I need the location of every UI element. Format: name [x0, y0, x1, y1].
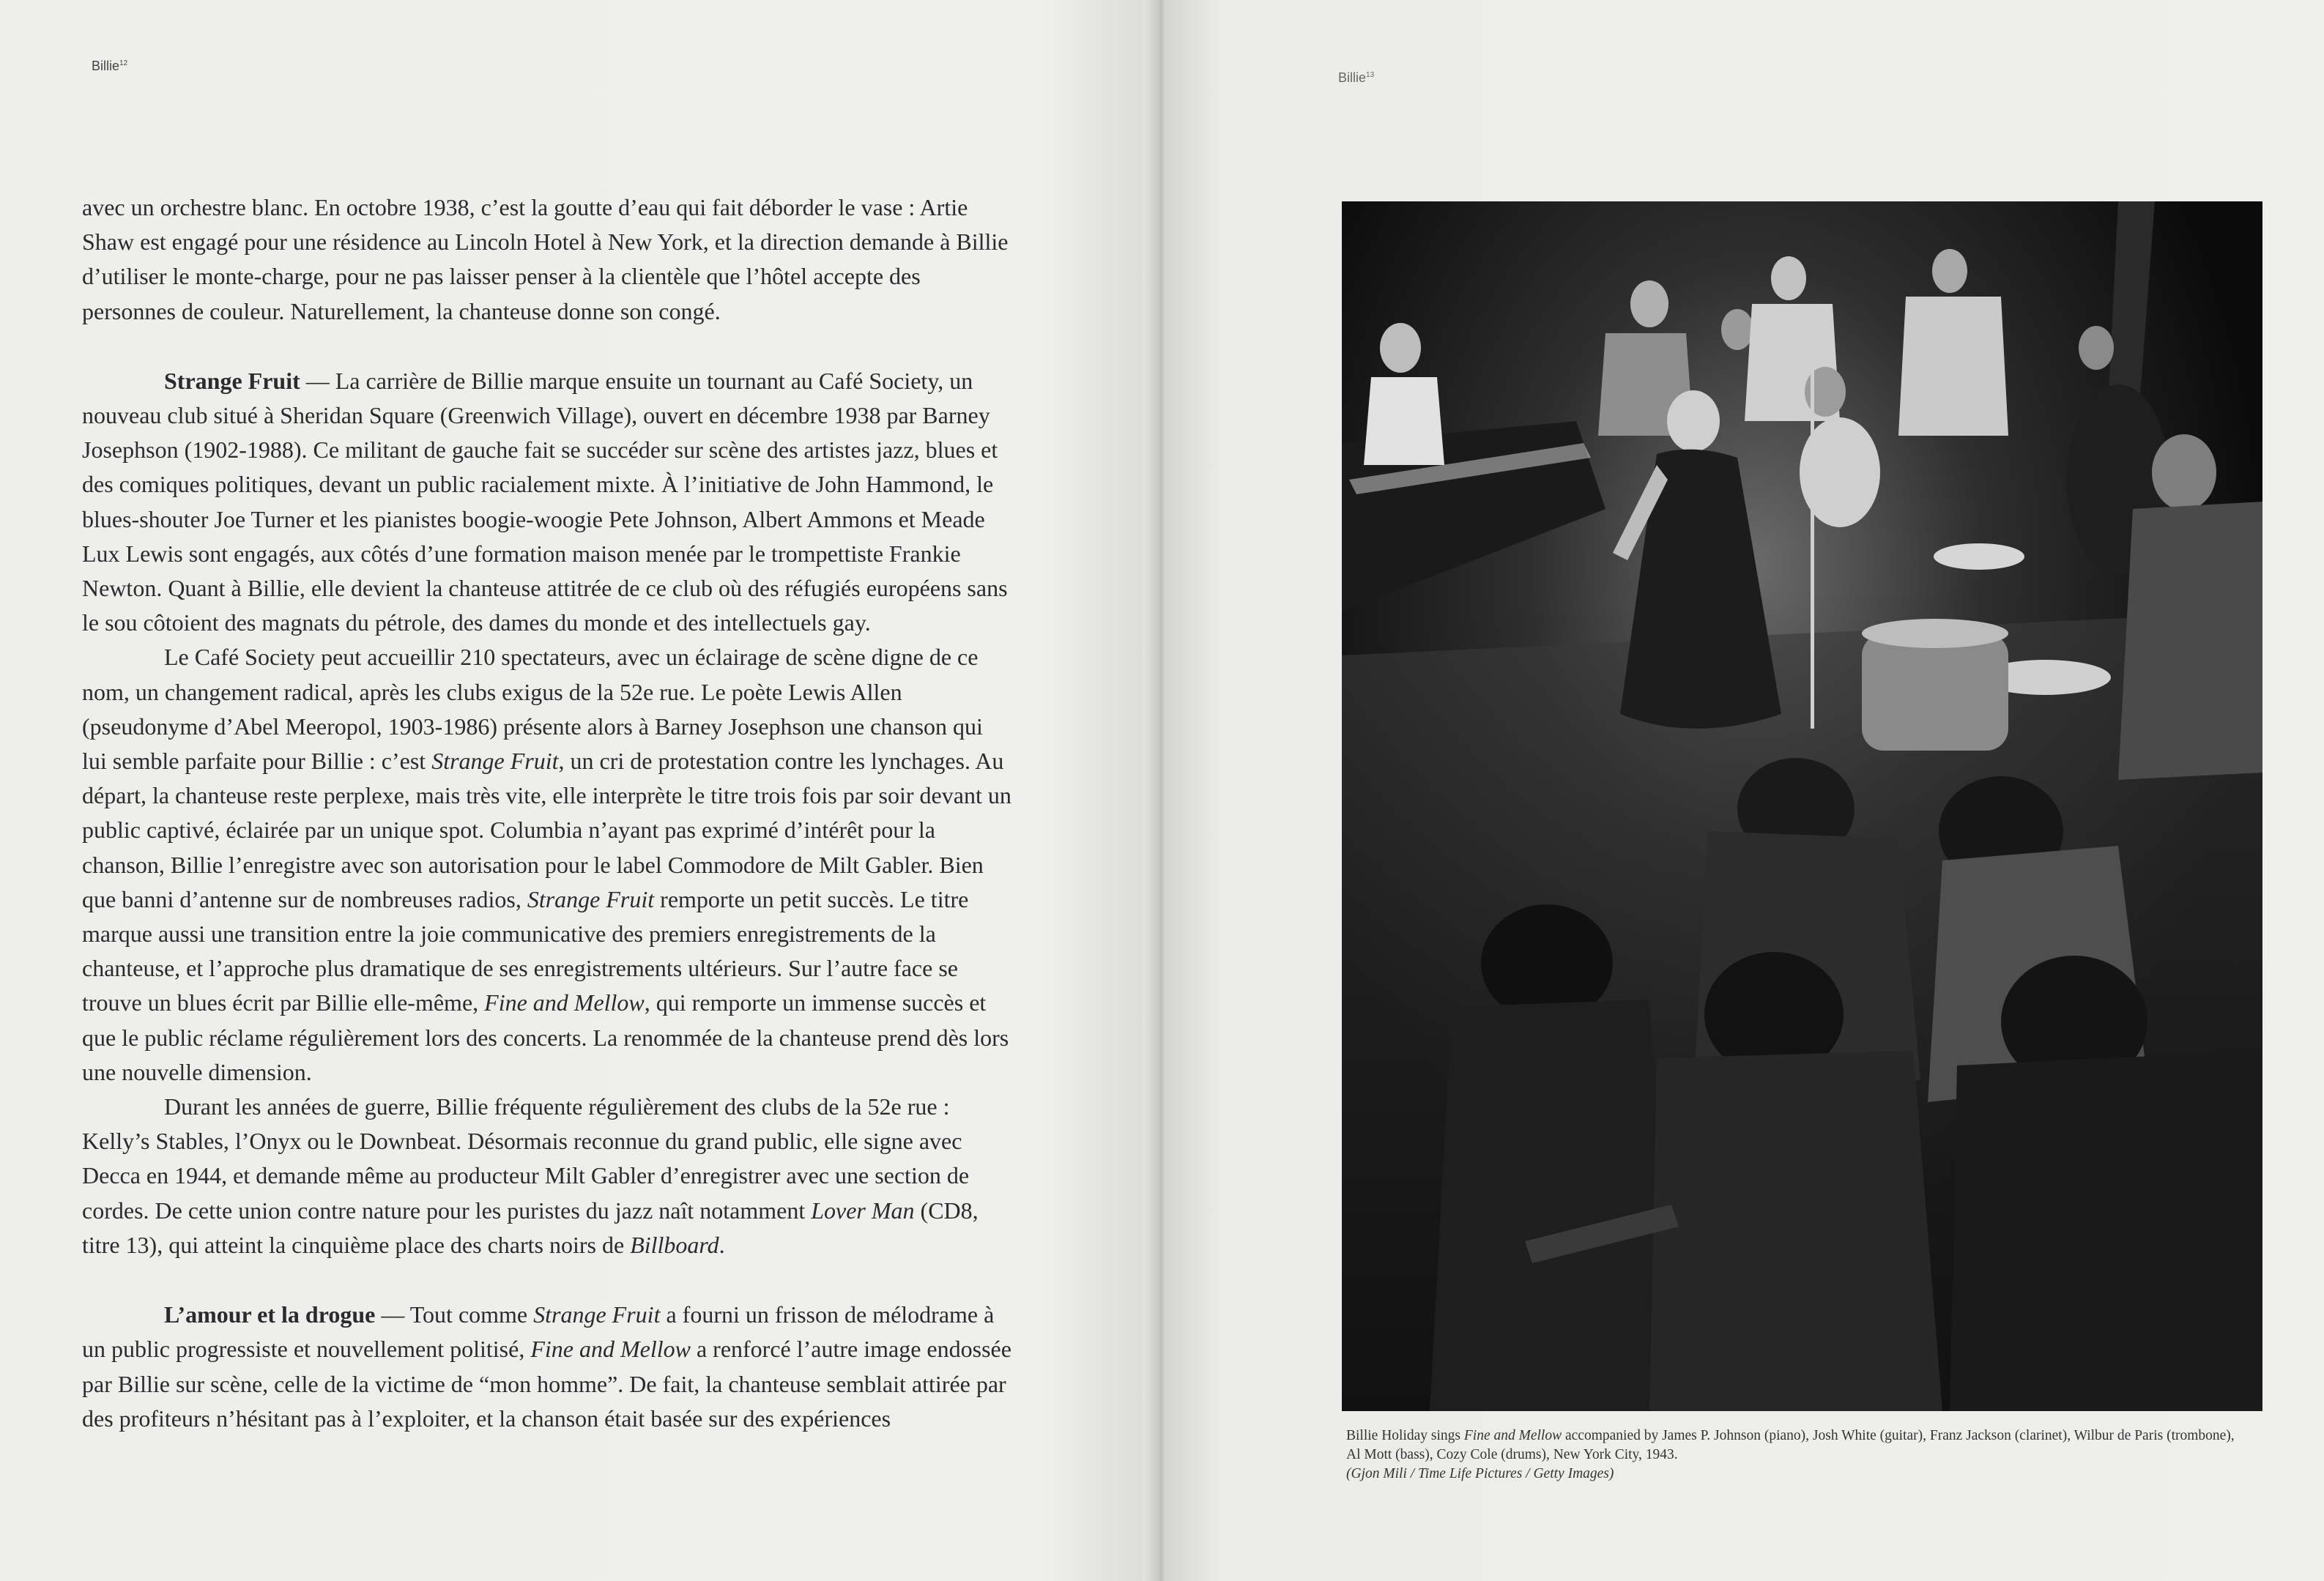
text-run: Durant les années de guerre, Billie fréquente régulièrement des clubs de la 52e rue : Kelly’s Stables, l’Onyx ou le Downbeat. Désormais reconnue du grand public, elle signe avec Decca en 1944, et demande même au producteur Milt Gabler d’enregistrer avec une section de cordes. De cette union contre nature pour les puristes du jazz naît notamment — [82, 1093, 970, 1224]
text-run: , qui remporte un immense succès et que le public réclame régulièrement lors des concerts. La renommée de la chanteuse prend dès lors une nouvelle dimension. — [82, 989, 1009, 1085]
section-heading: Strange Fruit — [164, 367, 300, 394]
em-dash: — — [375, 1301, 410, 1328]
text-run: a renforcé l’autre image endossée par Billie sur scène, celle de la victime de “mon homme”. De fait, la chanteuse semblait attirée par des profiteurs n’hésitant pas à l’exploiter, et la chanson était basée sur des expériences — [82, 1336, 1011, 1432]
photo-credit: (Gjon Mili / Time Life Pictures / Getty Images) — [1346, 1466, 1614, 1481]
italic-title: Strange Fruit — [527, 885, 655, 912]
photograph-image — [1342, 201, 2262, 1411]
section-heading: L’amour et la drogue — [164, 1301, 376, 1328]
text-run: Le Café Society peut accueillir 210 spectateurs, avec un éclairage de scène digne de ce nom, un changement radical, après les clubs exigus de la 52e rue. Le poète Lewis Allen (pseudonyme d’Abel Meeropol, 1903-1986) présente alors à Barney Josephson une chanson qui lui semble parfaite pour Billie : c’est — [82, 644, 983, 775]
left-folio — [92, 59, 127, 74]
folio-title: Billie — [92, 59, 120, 73]
folio-number: 13 — [1366, 71, 1375, 79]
text-run: (CD8, titre 13), qui atteint la cinquième place des charts noirs de — [82, 1197, 979, 1258]
italic-title: Strange Fruit — [533, 1301, 661, 1328]
em-dash: — — [300, 367, 335, 394]
caption-text — [1346, 1426, 2247, 1465]
text-run: Tout comme — [409, 1301, 534, 1328]
paragraph — [82, 190, 1012, 329]
text-run: remporte un petit succès. Le titre marque aussi une transition entre la joie communicative des premiers enregistrements de la chanteuse, et l’approche plus dramatique de ses enregistrements ultérieurs. Sur l’autre face se trouve un blues écrit par Billie elle-même, — [82, 885, 969, 1016]
italic-title: Billboard — [630, 1231, 719, 1258]
body-text — [82, 190, 1012, 1436]
italic-title: Lover Man — [811, 1197, 915, 1224]
text-run: Billie Holiday sings — [1346, 1428, 1464, 1443]
text-run: , un cri de protestation contre les lynchages. Au départ, la chanteuse reste perplexe, mais très vite, elle interprète le titre trois fois par soir devant un public captivé, éclairée par un unique spot. Columbia n’ayant pas exprimé d’intérêt pour la chanson, Billie l’enregistre avec son autorisation pour le label Commodore de Milt Gabler. Bien que banni d’antenne sur de nombreuses radios, — [82, 748, 1011, 912]
text-run: . — [719, 1231, 725, 1258]
text-run: accompanied by James P. Johnson (piano), Josh White (guitar), Franz Jackson (clarinet), Wilbur de Paris (trombone), Al Mott (bass), Cozy Cole (drums), New York City, 1943. — [1346, 1428, 2235, 1462]
paragraph — [82, 1090, 1012, 1262]
text-run: avec un orchestre blanc. En octobre 1938, c’est la goutte d’eau qui fait déborder le vase : Artie Shaw est engagé pour une résidence au Lincoln Hotel à New York, et la direction demande à Billie d’utiliser le monte-charge, pour ne pas laisser penser à la clientèle que l’hôtel accepte des personnes de couleur. Naturellement, la chanteuse donne son congé. — [82, 194, 1009, 324]
left-page — [0, 0, 1159, 1581]
italic-title: Fine and Mellow — [484, 989, 645, 1016]
right-folio — [1338, 70, 1374, 86]
italic-title: Strange Fruit — [431, 748, 559, 775]
italic-title: Fine and Mellow — [1463, 1428, 1562, 1443]
text-run: La carrière de Billie marque ensuite un tournant au Café Society, un nouveau club situé à Sheridan Square (Greenwich Village), ouvert en décembre 1938 par Barney Josephson (1902-1988). Ce militant de gauche fait se succéder sur scène des artistes jazz, blues et des comiques politiques, devant un public racialement mixte. À l’initiative de John Hammond, le blues-shouter Joe Turner et les pianistes boogie-woogie Pete Johnson, Albert Ammons et Meade Lux Lewis sont engagés, aux côtés d’une formation maison menée par le trompettiste Frankie Newton. Quant à Billie, elle devient la chanteuse attitrée de ce club où des réfugiés européens sans le sou côtoient des magnats du pétrole, des dames du monde et des intellectuels gay. — [82, 367, 1008, 636]
italic-title: Fine and Mellow — [530, 1336, 691, 1363]
folio-number: 12 — [119, 59, 128, 67]
section-paragraph — [82, 1298, 1012, 1436]
photo-caption — [1346, 1426, 2247, 1484]
paragraph — [82, 640, 1012, 1090]
text-run: a fourni un frisson de mélodrame à un public progressiste et nouvellement politisé, — [82, 1301, 995, 1363]
concert-photograph — [1342, 201, 2262, 1411]
folio-title: Billie — [1338, 70, 1367, 85]
section-paragraph — [82, 364, 1012, 641]
